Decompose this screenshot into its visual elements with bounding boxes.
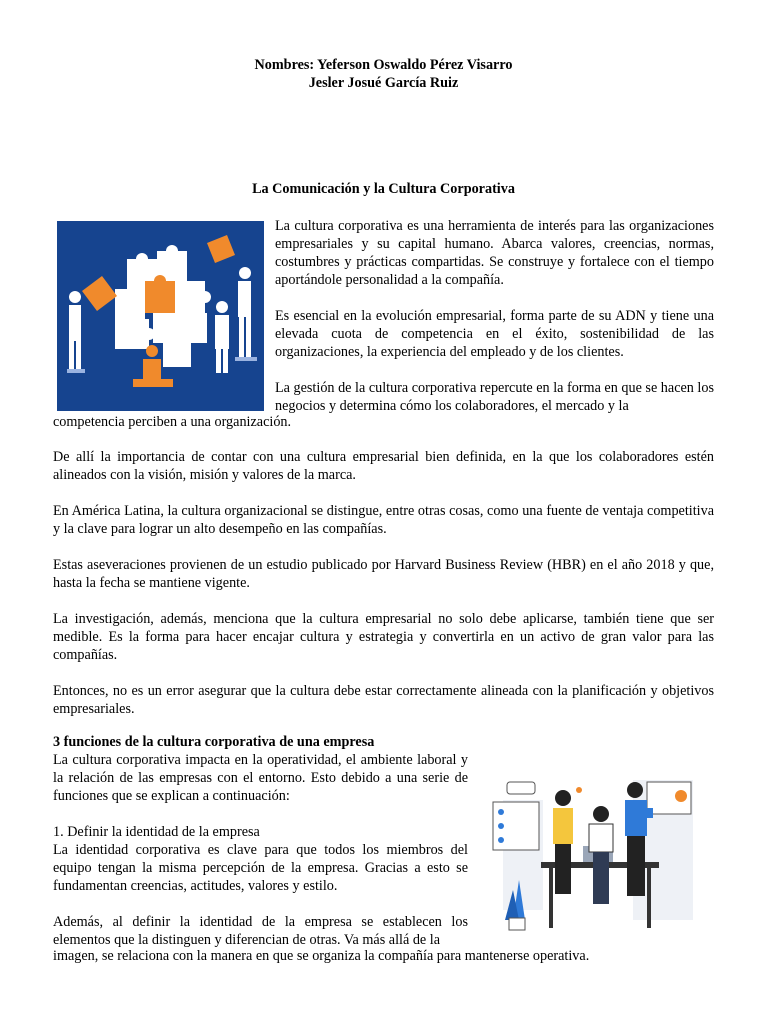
intro-paragraph-1: La cultura corporativa es una herramienta de interés para las organizaciones empresariales y su capital humano. Abarca valores, creencias, normas, costumbres y prácticas compartidas. Se construye y fortalece con el tiempo aportándole personalidad a la compañía. [275,218,714,288]
intro-paragraph-2: Es esencial en la evolución empresarial, forma parte de su ADN y tiene una elevada cuota de competencia en el éxito, sostenibilidad de las organizaciones, la experiencia del empleado y de los clientes. [275,308,714,360]
intro-text-column [275,217,714,415]
body-paragraph-1: De allí la importancia de contar con una cultura empresarial bien definida, en la que los colaboradores estén alineados con la visión, misión y valores de la marca. [53,449,714,483]
section-paragraph-3: Además, al definir la identidad de la empresa se establecen los elementos que la distinguen y diferencian de otras. Va más allá de la [53,914,468,948]
section-paragraph-1: La cultura corporativa impacta en la operatividad, el ambiente laboral y la relación de las empresas con el entorno. Esto debido a una serie de funciones que se explican a continuación: [53,752,468,804]
intro-paragraph-3-continued: competencia perciben a una organización. [53,414,292,430]
body-paragraph-3: Estas aseveraciones provienen de un estudio publicado por Harvard Business Review (HBR) en el año 2018 y que, hasta la fecha se mantiene vigente. [53,557,714,591]
section-paragraph-2: La identidad corporativa es clave para que todos los miembros del equipo tengan la misma percepción de la empresa. Gracias a esto se fundamentan creencias, actitudes, valores y estilo. [53,842,468,894]
section-heading: 3 funciones de la cultura corporativa de una empresa [53,734,375,750]
section-paragraph-3-continued: imagen, se relaciona con la manera en que se organiza la compañía para mantenerse operativa. [53,948,590,964]
puzzle-team-illustration [57,221,264,411]
subheading-1: 1. Definir la identidad de la empresa [53,824,260,840]
names-line-2: Jesler Josué García Ruiz [308,75,459,91]
names-line-1: Nombres: Yeferson Oswaldo Pérez Visarro [254,57,513,73]
body-paragraph-5: Entonces, no es un error asegurar que la cultura debe estar correctamente alineada con la planificación y objetivos empresariales. [53,683,714,717]
body-paragraph-4: La investigación, además, menciona que la cultura empresarial no solo debe aplicarse, también tiene que ser medible. Es la forma para hacer encajar cultura y estrategia y convertirla en un activo de gran valor para las compañías. [53,611,714,663]
team-meeting-illustration [483,760,711,940]
document-title: La Comunicación y la Cultura Corporativa [252,181,515,197]
body-paragraph-2: En América Latina, la cultura organizacional se distingue, entre otras cosas, como una fuente de ventaja competitiva y la clave para lograr un alto desempeño en las compañías. [53,503,714,537]
body-text [53,448,714,718]
intro-paragraph-3: La gestión de la cultura corporativa repercute en la forma en que se hacen los negocios y determina cómo los colaboradores, el mercado y la [275,380,714,414]
section-text-column [53,751,468,949]
author-names [53,56,714,92]
